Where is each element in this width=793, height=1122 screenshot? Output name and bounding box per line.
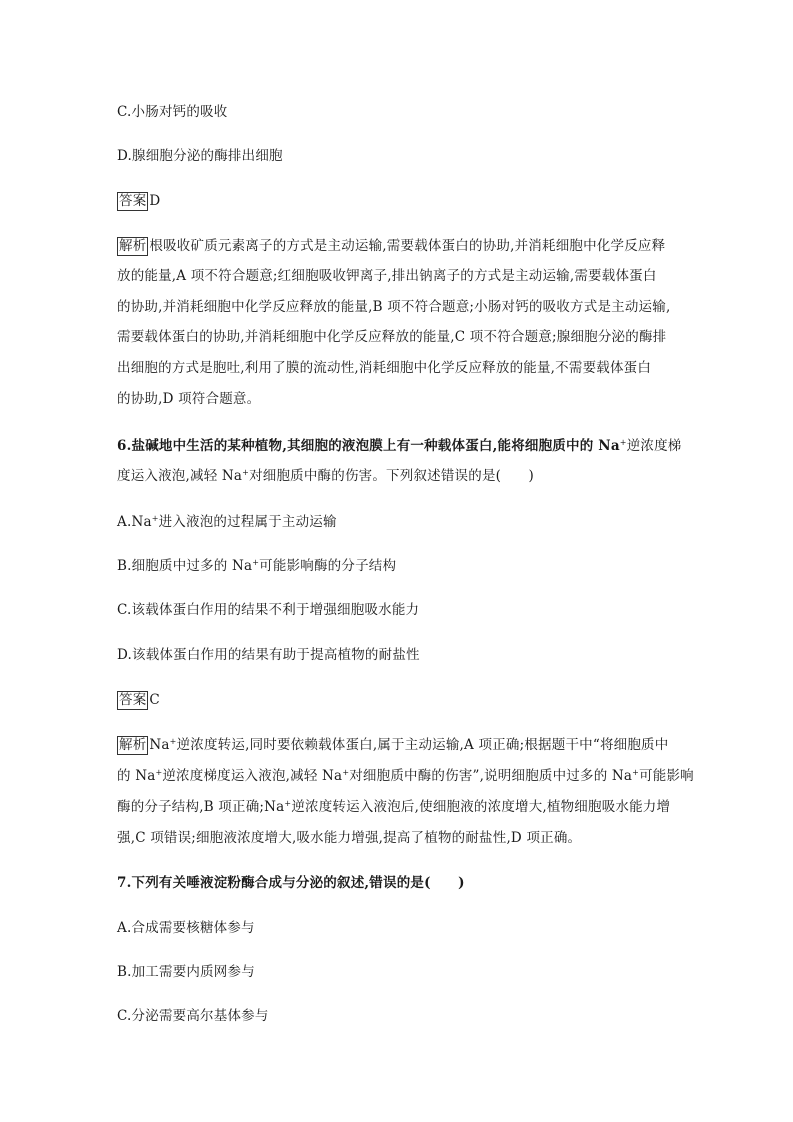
q6-stem-text: 对细胞质中酶的伤害。下列叙述错误的是( ) — [249, 468, 534, 484]
analysis-text: 酶的分子结构,B 项正确;Na — [117, 799, 285, 815]
q6-analysis-line-1 — [117, 735, 668, 755]
q6-option-b — [117, 556, 396, 576]
option-text: 可能影响酶的分子结构 — [259, 558, 397, 574]
answer-tag: 答案 — [119, 692, 147, 708]
superscript: + — [155, 768, 163, 777]
q6-analysis-line-2 — [117, 766, 694, 786]
option-text: B.细胞质中过多的 Na — [117, 558, 253, 574]
q6-analysis-line-4: 强,C 项错误;细胞液浓度增大,吸水能力增强,提高了植物的耐盐性,D 项正确。 — [117, 830, 582, 846]
analysis-text: 对细胞质中酶的伤害”,说明细胞质中过多的 Na — [349, 768, 633, 784]
analysis-text: 逆浓度转运入液泡后,使细胞液的浓度增大,植物细胞吸水能力增 — [291, 799, 671, 815]
superscript: + — [169, 737, 177, 746]
answer-value: C — [149, 692, 160, 708]
q5-option-c: C.小肠对钙的吸收 — [117, 104, 228, 120]
q6-option-a — [117, 512, 337, 532]
q7-option-a: A.合成需要核糖体参与 — [117, 920, 255, 936]
q6-stem-line-2 — [117, 466, 534, 486]
q6-stem-text: 6.盐碱地中生活的某种植物,其细胞的液泡膜上有一种载体蛋白,能将细胞质中的 Na — [117, 438, 620, 454]
q6-stem-line-1 — [117, 436, 682, 456]
q5-option-d: D.腺细胞分泌的酶排出细胞 — [117, 148, 283, 164]
superscript: + — [242, 468, 250, 477]
q6-stem-text: 度运入液泡,减轻 Na — [117, 468, 243, 484]
analysis-text: 可能影响 — [639, 768, 694, 784]
q6-option-c: C.该载体蛋白作用的结果不利于增强细胞吸水能力 — [117, 602, 420, 618]
superscript: + — [151, 514, 159, 523]
q5-analysis-line-6: 的协助,D 项符合题意。 — [117, 391, 261, 407]
analysis-text: Na — [149, 737, 170, 753]
q5-analysis-line-1 — [117, 236, 665, 256]
q6-stem-text: 逆浓度梯 — [626, 438, 682, 454]
analysis-text: 逆浓度转运,同时要依赖载体蛋白,属于主动运输,A 项正确;根据题干中“将细胞质中 — [176, 737, 669, 753]
q6-option-d: D.该载体蛋白作用的结果有助于提高植物的耐盐性 — [117, 647, 420, 663]
option-text: 进入液泡的过程属于主动运输 — [158, 514, 337, 530]
analysis-tag: 解析 — [119, 238, 147, 254]
superscript: + — [252, 558, 260, 567]
q7-stem: 7.下列有关唾液淀粉酶合成与分泌的叙述,错误的是( ) — [117, 875, 465, 891]
superscript: + — [619, 438, 627, 447]
analysis-tag: 解析 — [119, 737, 147, 753]
analysis-text: 的 Na — [117, 768, 156, 784]
answer-tag: 答案 — [119, 193, 147, 209]
superscript: + — [284, 799, 292, 808]
answer-value: D — [149, 193, 161, 209]
superscript: + — [342, 768, 350, 777]
superscript: + — [632, 768, 640, 777]
option-text: A.Na — [117, 514, 152, 530]
q7-option-c: C.分泌需要高尔基体参与 — [117, 1008, 269, 1024]
q5-analysis-line-4: 需要载体蛋白的协助,并消耗细胞中化学反应释放的能量,C 项不符合题意;腺细胞分泌的酶排 — [117, 329, 667, 345]
q5-analysis-line-5: 出细胞的方式是胞吐,利用了膜的流动性,消耗细胞中化学反应释放的能量,不需要载体蛋白 — [117, 360, 652, 376]
q5-answer — [117, 191, 160, 211]
q5-analysis-line-3: 的协助,并消耗细胞中化学反应释放的能量,B 项不符合题意;小肠对钙的吸收方式是主动运输, — [117, 299, 671, 315]
analysis-text: 根吸收矿质元素离子的方式是主动运输,需要载体蛋白的协助,并消耗细胞中化学反应释 — [149, 238, 666, 254]
q7-option-b: B.加工需要内质网参与 — [117, 964, 255, 980]
q5-analysis-line-2: 放的能量,A 项不符合题意;红细胞吸收钾离子,排出钠离子的方式是主动运输,需要载体蛋白 — [117, 268, 657, 284]
q6-answer — [117, 690, 160, 710]
analysis-text: 逆浓度梯度运入液泡,减轻 Na — [162, 768, 343, 784]
q6-analysis-line-3 — [117, 797, 670, 817]
